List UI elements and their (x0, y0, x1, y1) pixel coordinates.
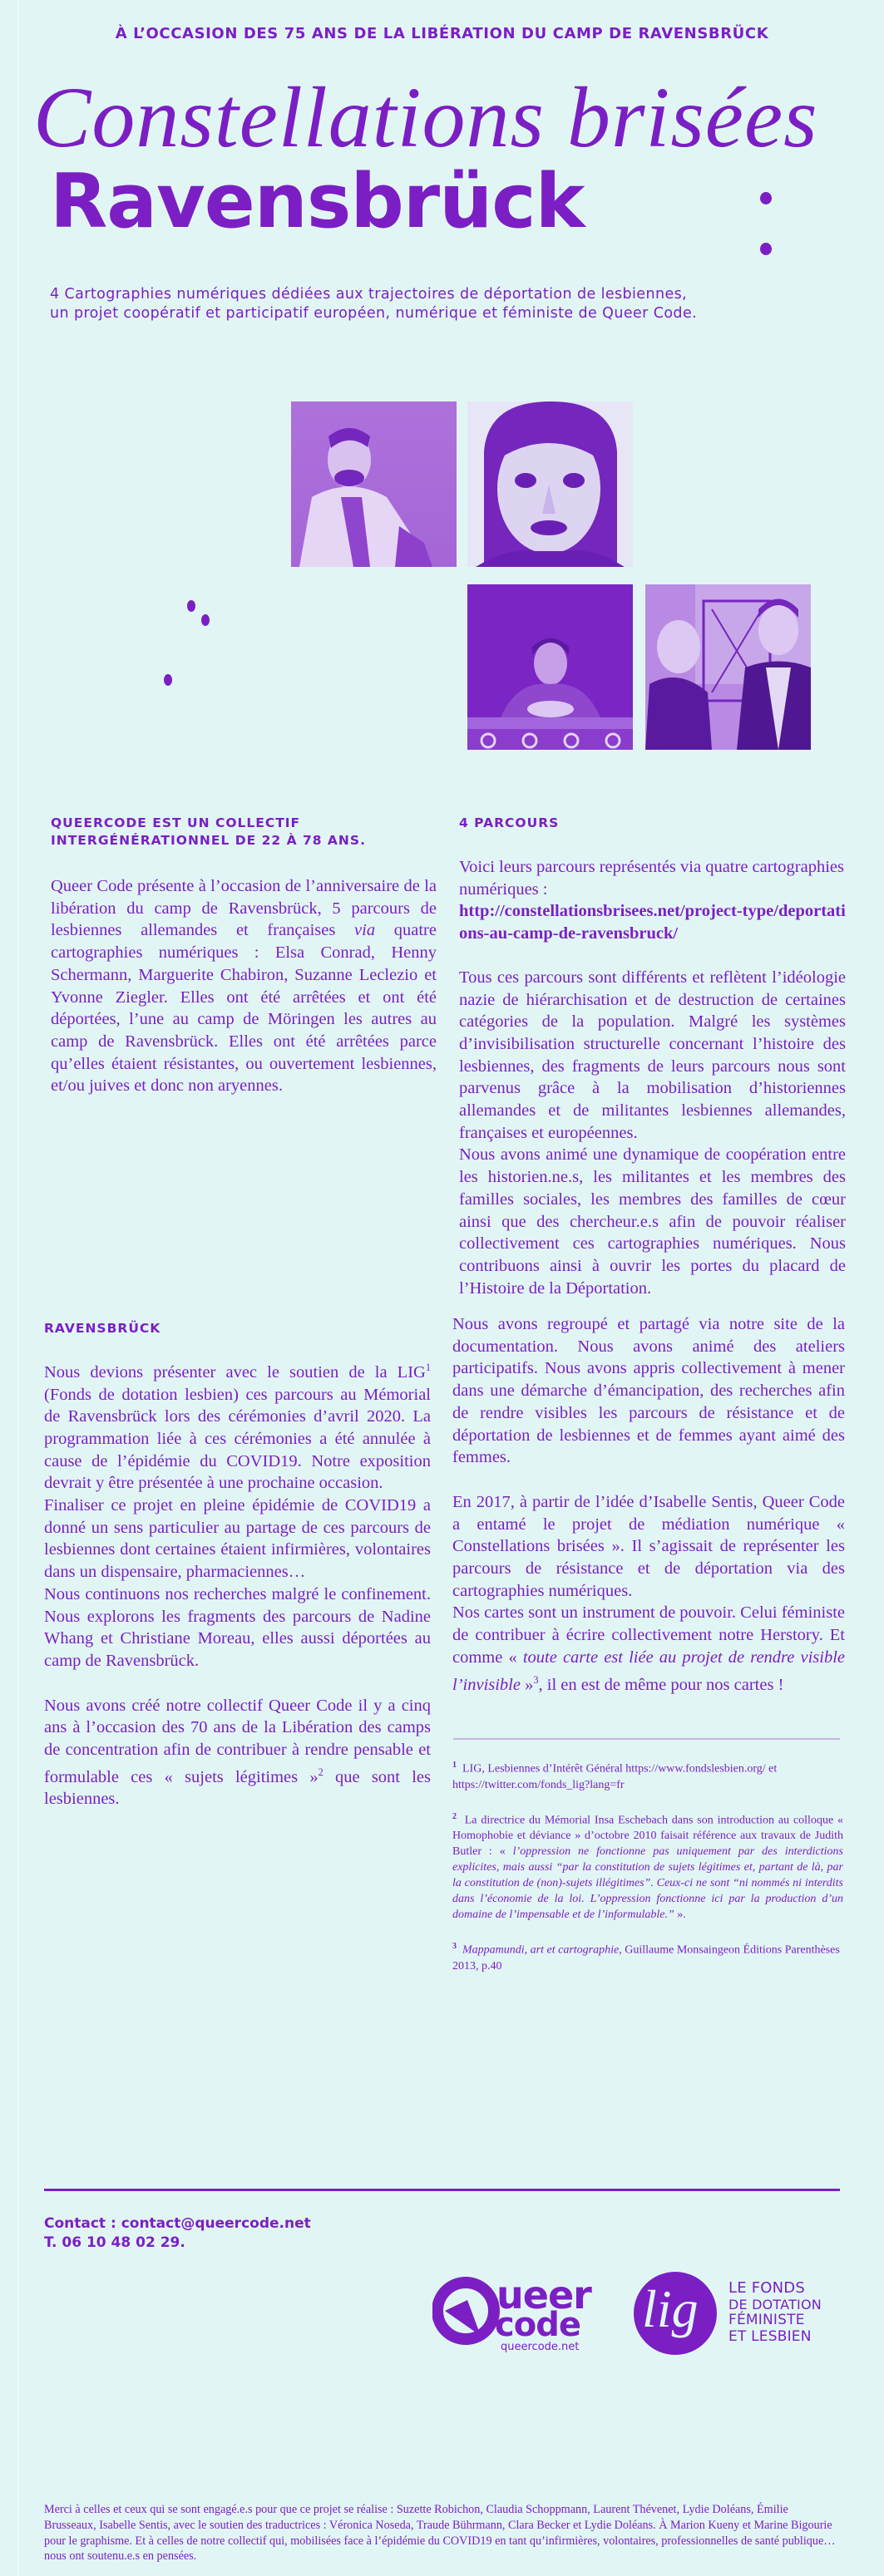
text-italic: via (354, 921, 376, 940)
text: , il en est de même pour nos cartes ! (538, 1675, 784, 1694)
footnote-number: 1 (452, 1761, 457, 1770)
parcours-text (459, 856, 846, 1299)
text: quatre cartographies numériques : Elsa Conrad, Henny Schermann, Marguerite Chabiron, Suzanne Leclezio et Yvonne Ziegler. Elles ont été arrêtées et ont été déportées, l’une au camp de Möringen les autres au camp de Ravensbrück. Elles ont été arrêtées parce qu’elles étaient résistantes, ou ouvertement lesbiennes, et/ou juives et donc non aryennes. (51, 921, 437, 1096)
contact-divider (44, 2189, 840, 2191)
footnote-ref[interactable]: 2 (318, 1766, 323, 1778)
text: Queer Code présente à l’occasion de l’anniversaire de la libération du camp de Ravensbrück, 5 parcours de lesbiennes allemandes et françaises (51, 877, 437, 940)
portrait-man-coat-photo (291, 401, 457, 567)
footnote-2 (452, 1809, 843, 1923)
section-heading-collective (51, 815, 417, 850)
footnote-1 (452, 1757, 843, 1793)
left-margin-rule (17, 0, 18, 2576)
colon-dot-top (760, 192, 772, 204)
text: Nous avons créé notre collectif Queer Code il y a cinq ans à l’occasion des 70 ans de la Libération des camps de concentration afin de contribuer à rendre pensable et formulable ces « sujets légitimes » (44, 1696, 431, 1786)
paragraph: Nous avons regroupé et partagé via notre site de la documentation. Nous avons animé des ateliers participatifs. Nous avons appris collectivement à mener dans une démarche d’émancipation, des recherches afin de rendre visibles les parcours de résistance et de déportation de lesbiennes et de femmes ayant aimé des femmes. (452, 1315, 845, 1467)
text: Nous devions présenter avec le soutien de la LIG (44, 1362, 426, 1382)
intro-paragraph (51, 875, 437, 1097)
paragraph (44, 1357, 431, 1495)
footnote-ref[interactable]: 3 (533, 1673, 539, 1686)
portrait-woman-balcony-photo (467, 584, 633, 750)
lig-text-line: FÉMINISTE (728, 2312, 805, 2328)
paragraph: En 2017, à partir de l’idée d’Isabelle Sentis, Queer Code a entamé le projet de médiation numérique « Constellations brisées ». Il s’agissait de représenter les parcours de résistance et de déportation via des cartographies numériques. (452, 1492, 845, 1600)
credits: Merci à celles et ceux qui se sont engagé.e.s pour que ce projet se réalise : Suzette Robichon, Claudia Schoppmann, Laurent Thévenet, Lydie Doléans, Émilie Brusseaux, Isabelle Sentis, avec le soutien des traductrices : Véronica Noseda, Traude Bührmann, Clara Becker et Lydie Doléans. À Marion Kueny et Marine Bigourie pour le graphisme. Et à celles de notre collectif qui, mobilisées face à l’épidémie du COVID19 en tant qu’infirmières, volontaires, professionnelles de santé publique… nous ont soutenu.e.s en pensées. (44, 2503, 836, 2564)
contact-email[interactable]: Contact : contact@queercode.net (44, 2215, 311, 2232)
lig-text-line: LE FONDS (728, 2279, 805, 2297)
paragraph (44, 1695, 431, 1810)
portrait-woman-id-photo (467, 401, 633, 567)
text: que sont les lesbiennes. (44, 1767, 431, 1809)
queercode-word-code: code (495, 2306, 580, 2344)
decorative-dot (201, 614, 210, 626)
page-title: Constellations brisées (33, 70, 818, 165)
footnotes (452, 1757, 843, 1974)
footnote-number: 3 (452, 1942, 457, 1952)
parcours-text-cont (452, 1313, 845, 1696)
subtitle-line-1: 4 Cartographies numériques dédiées aux trajectoires de déportation de lesbiennes, (50, 286, 688, 303)
paragraph: Nous avons animé une dynamique de coopération entre les historien.ne.s, les militantes et les membres des familles sociales, les membres des familles de cœur ainsi que des chercheur.e.s afin de pouvoir réaliser collectivement ces cartographies numériques. Nous contribuons ainsi à ouvrir les portes du placard de l’Histoire de la Déportation. (459, 1145, 846, 1298)
queercode-word-ueer: ueer (496, 2273, 591, 2317)
page-subtitle-ravensbruck: Ravensbrück (50, 158, 585, 245)
paragraph: Tous ces parcours sont différents et reflètent l’idéologie nazie de hiérarchisation et de destruction de certaines catégories de la population. Malgré les systèmes d’invisibilisation structurelle concernant l’histoire des lesbiennes, des fragments de leurs parcours nous sont parvenus grâce à la mobilisation d’historiennes allemandes et de militantes lesbiennes allemandes, françaises et européennes. (459, 968, 846, 1142)
lig-mark: lig (642, 2279, 699, 2338)
footnote-text: La directrice du Mémorial Insa Eschebach dans son introduction au colloque « Homophobie et déviance » d’octobre 2010 faisait référence aux travaux de Judith Butler : « (452, 1814, 844, 1859)
queercode-logo[interactable] (432, 2273, 599, 2357)
section-heading-parcours: 4 PARCOURS (459, 815, 560, 830)
contact-phone[interactable]: T. 06 10 48 02 29. (44, 2234, 185, 2251)
heading-line: INTERGÉNÉRATIONNEL DE 22 À 78 ANS. (51, 833, 366, 848)
paragraph: Finaliser ce projet en pleine épidémie de COVID19 a donné un sens particulier au partage de ces parcours de lesbiennes dont certaines étaient infirmières, volontaires dans un dispensaire, pharmaciennes… (44, 1496, 431, 1582)
text: (Fonds de dotation lesbien) ces parcours au Mémorial de Ravensbrück lors des cérémonies d’avril 2020. La programmation liée à ces cérémonies a été annulée à cause de l’épidémie du COVID19. Notre exposition devrait y être présentée à une prochaine occasion. (44, 1385, 431, 1493)
footnote-3 (452, 1938, 843, 1974)
footnote-number: 2 (452, 1811, 457, 1821)
footnote-text: ». (674, 1909, 686, 1922)
kicker: À L’OCCASION DES 75 ANS DE LA LIBÉRATION DU CAMP DE RAVENSBRÜCK (115, 25, 769, 42)
footnote-text: , Guillaume Monsaingeon Éditions Parenthèses 2013, p.40 (452, 1943, 840, 1973)
footnote-book-title: Mappamundi, art et cartographie (462, 1943, 620, 1957)
parcours-link[interactable]: http://constellationsbrisees.net/project-type/deportations-au-camp-de-ravensbruck/ (459, 902, 846, 943)
ravensbruck-text (44, 1357, 431, 1810)
paragraph: Voici leurs parcours représentés via quatre cartographies numériques : (459, 858, 844, 899)
decorative-dot (187, 600, 195, 612)
lig-logo-circle[interactable] (634, 2272, 717, 2355)
heading-line: QUEERCODE EST UN COLLECTIF (51, 815, 301, 830)
footnote-text: LIG, Lesbiennes d’Intérêt Général https://www.fondslesbien.org/ et https://twitter.com/fonds_lig?lang=fr (452, 1762, 778, 1791)
lig-text-line: DE DOTATION (728, 2296, 822, 2312)
lig-text-line: ET LESBIEN (728, 2327, 812, 2345)
footnote-ref[interactable]: 1 (425, 1362, 431, 1373)
text: Nos cartes sont un instrument de pouvoir. Celui féministe de contribuer à écrire collectivement notre Herstory. Et comme « (452, 1603, 846, 1667)
contact-block (44, 2214, 311, 2253)
subtitle-line-2: un projet coopératif et participatif européen, numérique et féministe de Queer Code. (50, 305, 698, 322)
decorative-dot (164, 674, 172, 686)
paragraph (452, 1602, 845, 1696)
subtitle (50, 285, 697, 323)
footnote-quote: l’oppression ne fonctionne pas uniquement par des interdictions explicites, mais aussi “par la constitution de sujets légitimes et, partant de là, par la constitution de (non)-sujets illégitimes”. Ceux-ci ne sont “ni nommés ni interdits dans l’économie de la loi. L’oppression fonctionne ici par la production d’un domaine de l’impensable et de l’informulable.” (452, 1845, 843, 1922)
footnote-divider (453, 1738, 840, 1740)
quote-italic: toute carte est liée au projet de rendre visible l’invisible (452, 1648, 845, 1694)
text: » (520, 1675, 534, 1694)
queercode-url: queercode.net (501, 2341, 580, 2353)
section-heading-ravensbruck: RAVENSBRÜCK (44, 1321, 161, 1336)
portrait-two-women-photo (645, 584, 811, 750)
lig-text (728, 2280, 822, 2345)
paragraph: Nous continuons nos recherches malgré le confinement. Nous explorons les fragments des parcours de Nadine Whang et Christiane Moreau, elles aussi déportées au camp de Ravensbrück. (44, 1584, 431, 1670)
colon-dot-bottom (760, 243, 772, 255)
